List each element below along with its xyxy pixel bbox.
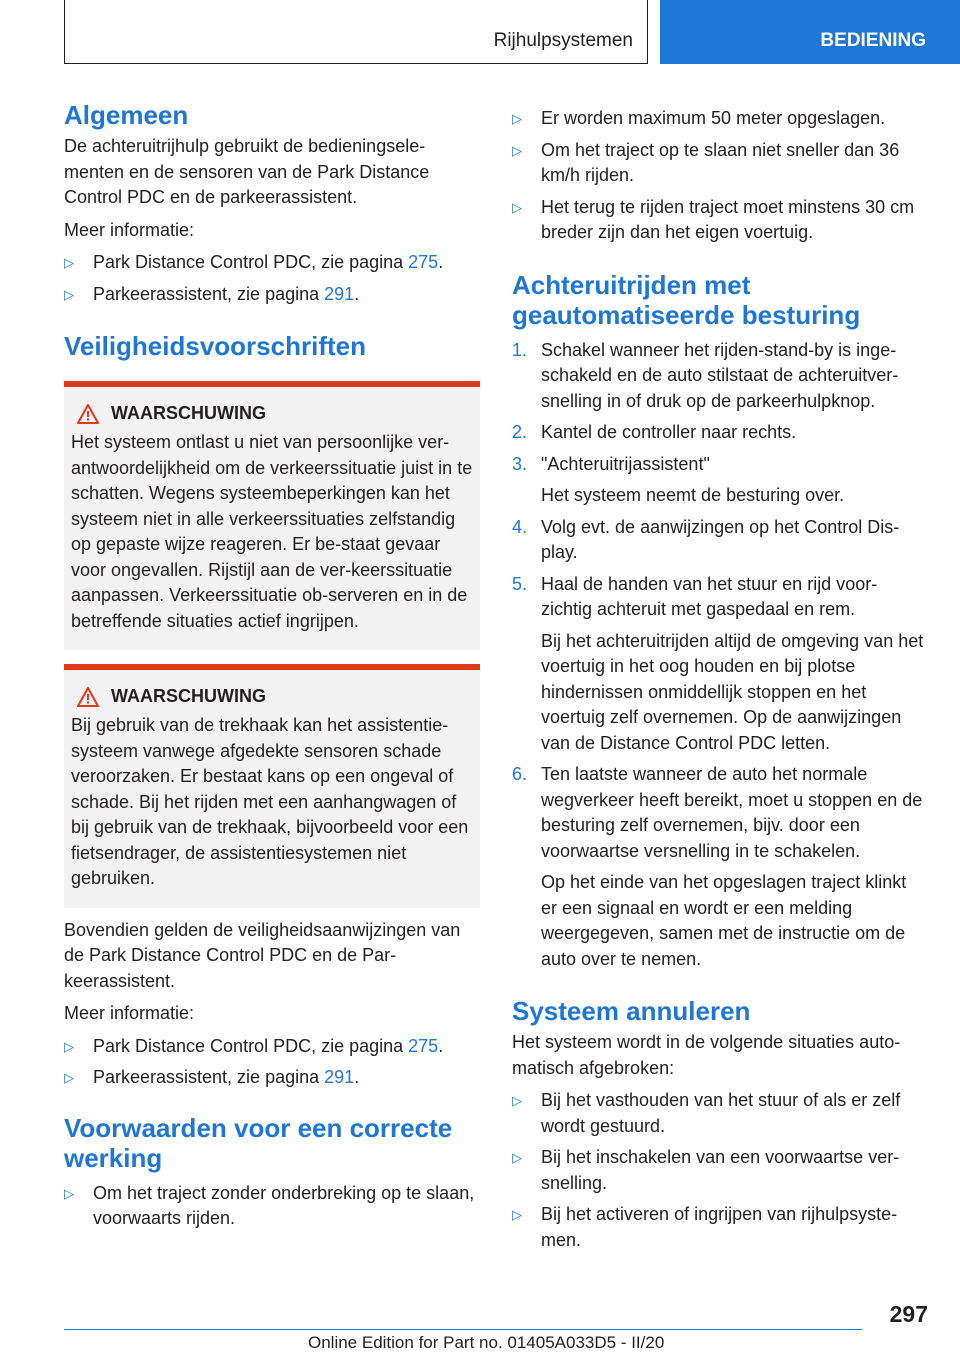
list-item: ▷ Het terug te rijden traject moet minstens 30 cm breder zijn dan het eigen voertuig.	[512, 196, 915, 242]
step-item: 5. Haal de handen van het stuur en rijd voor-zichtig achteruit met gaspedaal en rem.	[512, 573, 878, 619]
page-link[interactable]: 275	[408, 252, 439, 272]
safety-more: Meer informatie:	[64, 1003, 195, 1023]
triangle-right-icon: ▷	[512, 199, 522, 215]
footer-edition: Online Edition for Part no. 01405A033D5 - II/20	[308, 1333, 665, 1352]
triangle-right-icon: ▷	[64, 286, 74, 302]
left-column	[64, 100, 480, 1238]
triangle-right-icon: ▷	[512, 142, 522, 158]
warning-box-2	[64, 664, 480, 908]
triangle-right-icon: ▷	[512, 1207, 522, 1222]
list-item: ▷ Parkeerassistent, zie pagina 291.	[64, 1065, 480, 1091]
safety-body: Bovendien gelden de veiligheidsaanwijzingen van de Park Distance Control PDC en de Par-keerassistent.	[64, 919, 461, 991]
algemeen-more: Meer informatie:	[64, 219, 195, 240]
header-section-box	[64, 0, 648, 64]
triangle-right-icon: ▷	[512, 111, 522, 126]
step-note: Op het einde van het opgeslagen traject klinkt er een signaal en wordt er een melding weergegeven, samen met de instructie om de auto over te nemen.	[541, 872, 907, 969]
heading-safety: Veiligheidsvoorschriften	[64, 331, 366, 361]
warning-body: Het systeem ontlast u niet van persoonlijke ver-antwoordelijkheid om de verkeerssituatie juist in te schatten. Wegens systeembeperkingen kan het systeem niet in alle verkeerssituaties zelfstandig op gepaste wijze reageren. Er be-staat gevaar voor ongevallen. Rijstijl aan de ver-keerssituatie aanpassen. Verkeerssituatie ob-serveren en in de betreffende situaties actief ingrijpen.	[71, 432, 473, 631]
page-link[interactable]: 275	[408, 1035, 439, 1056]
list-item: ▷ Er worden maximum 50 meter opgeslagen.	[512, 106, 924, 132]
right-column	[512, 106, 924, 1259]
list-item: ▷ Parkeerassistent, zie pagina 291.	[64, 282, 480, 308]
triangle-right-icon: ▷	[512, 1093, 522, 1108]
list-item: ▷ Park Distance Control PDC, zie pagina 275.	[64, 250, 480, 276]
footer-rule	[64, 1329, 862, 1330]
warning-title: WAARSCHUWING	[111, 403, 266, 423]
header-tab[interactable]	[660, 0, 960, 64]
page-number: 297	[889, 1301, 928, 1327]
step-item: 3. "Achteruitrijassistent"	[512, 453, 710, 474]
header-section-title: Rijhulpsystemen	[493, 30, 633, 51]
triangle-right-icon: ▷	[64, 1038, 74, 1054]
step-item: 1. Schakel wanneer het rijden-stand-by is inge-schakeld en de auto stilstaat de achteruitver-snelling in of druk op de parkeerhulpknop.	[512, 339, 899, 411]
list-item: ▷ Bij het inschakelen van een voorwaartse ver-snelling.	[512, 1147, 900, 1193]
step-note: Het systeem neemt de besturing over.	[541, 485, 845, 505]
list-item: ▷ Bij het activeren of ingrijpen van rijhulpsyste-men.	[512, 1204, 898, 1250]
step-note: Bij het achteruitrijden altijd de omgeving van het voertuig in het oog houden en bij plotse hindernissen onmiddellijk stoppen en het voertuig zelf overnemen. Op de aanwijzingen van de Distance Control PDC letten.	[541, 630, 924, 753]
heading-cancel: Systeem annuleren	[512, 996, 751, 1026]
triangle-right-icon: ▷	[64, 1185, 74, 1201]
step-item: 4. Volg evt. de aanwijzingen op het Control Dis-play.	[512, 516, 900, 562]
page-link[interactable]: 291	[324, 283, 355, 304]
list-item: ▷ Park Distance Control PDC, zie pagina 275.	[64, 1034, 480, 1060]
cancel-body: Het systeem wordt in de volgende situaties auto-matisch afgebroken:	[512, 1032, 901, 1078]
triangle-right-icon: ▷	[64, 1070, 74, 1085]
step-item: 2. Kantel de controller naar rechts.	[512, 422, 797, 442]
warning-triangle-icon	[77, 687, 99, 707]
triangle-right-icon: ▷	[64, 255, 74, 270]
heading-conditions: Voorwaarden voor een correcte werking	[64, 1112, 453, 1173]
warning-box-1	[64, 381, 480, 650]
heading-algemeen: Algemeen	[64, 100, 189, 130]
list-item: ▷ Om het traject op te slaan niet sneller dan 36 km/h rijden.	[512, 139, 900, 185]
list-item: ▷ Om het traject zonder onderbreking op te slaan, voorwaarts rijden.	[64, 1182, 475, 1228]
list-item: ▷ Bij het vasthouden van het stuur of als er zelf wordt gestuurd.	[512, 1090, 901, 1136]
page-link[interactable]: 291	[324, 1067, 355, 1087]
triangle-right-icon: ▷	[512, 1150, 522, 1165]
warning-body: Bij gebruik van de trekhaak kan het assistentie-systeem vanwege afgedekte sensoren schade veroorzaken. Er bestaat kans op een ongeval of schade. Bij het rijden met een aanhangwagen of bij gebruik van de trekhaak, bijvoorbeeld voor een fietsendrager, de assistentiesystemen niet gebruiken.	[71, 715, 469, 888]
algemeen-body: De achteruitrijhulp gebruikt de bedieningsele-menten en de sensoren van de Park Distance Control PDC en de parkeerassistent.	[64, 136, 430, 207]
step-item: 6. Ten laatste wanneer de auto het normale wegverkeer heeft bereikt, moet u stoppen en de besturing zelf overnemen, bijv. door een voorwaartse versnelling in te schakelen.	[512, 764, 923, 861]
warning-title: WAARSCHUWING	[111, 686, 266, 706]
warning-triangle-icon	[77, 404, 99, 424]
header-tab-label: BEDIENING	[820, 30, 926, 51]
heading-automated: Achteruitrijden met geautomatiseerde besturing	[512, 269, 861, 330]
